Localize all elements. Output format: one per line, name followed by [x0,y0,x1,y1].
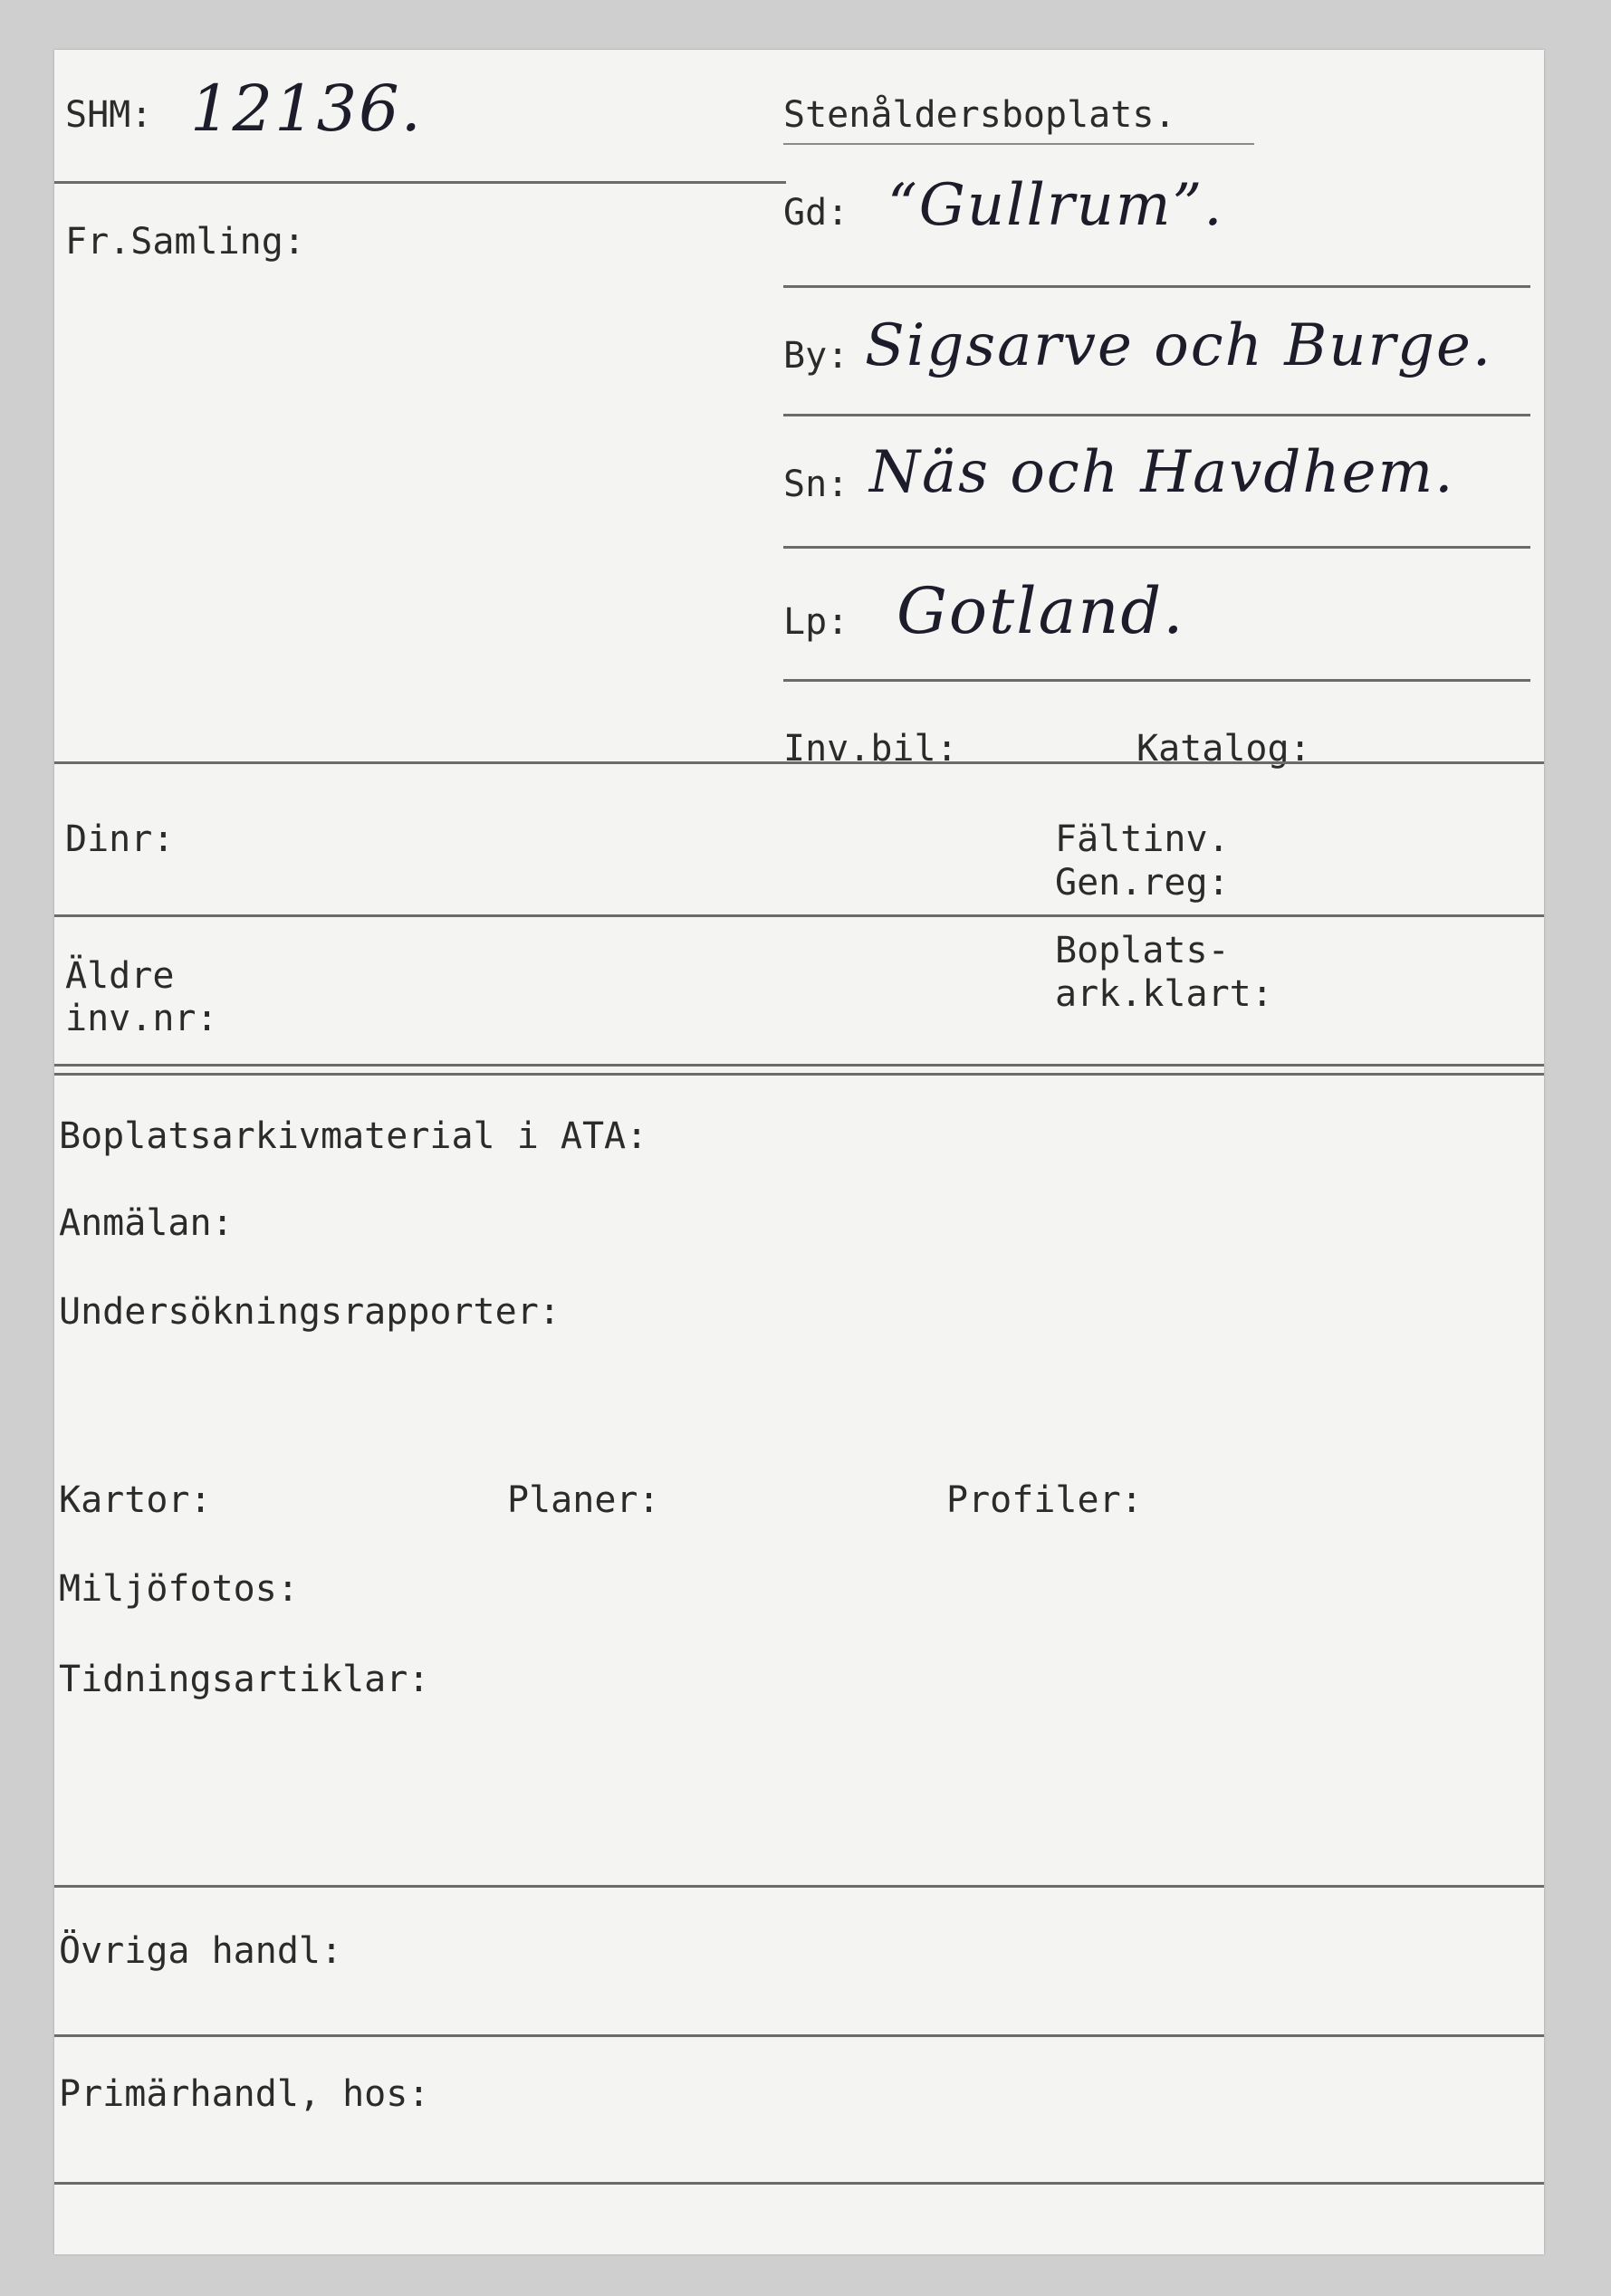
by-label: By: [783,335,849,377]
divider-primar [54,2182,1544,2185]
anmalan-label: Anmälan: [59,1202,234,1244]
tidning-label: Tidningsartiklar: [59,1659,430,1700]
divider-lp [783,679,1530,682]
aldre-label-1: Äldre [65,955,175,997]
sn-value: Näs och Havdhem. [869,439,1455,506]
divider-register-top [54,761,1544,764]
divider-sn [783,546,1530,549]
gd-label: Gd: [783,192,849,234]
divider-tidning [54,1885,1544,1888]
shm-number: 12136. [190,72,423,146]
profiler-label: Profiler: [946,1479,1143,1521]
divider-shm [54,181,786,184]
divider-double-2 [54,1073,1544,1076]
ovriga-label: Övriga handl: [59,1930,343,1972]
miljofotos-label: Miljöfotos: [59,1568,299,1610]
catalog-card [54,50,1544,2254]
gd-value: “Gullrum”. [887,172,1224,239]
divider-ovriga [54,2034,1544,2037]
sn-label: Sn: [783,464,849,505]
category-underline [783,143,1254,145]
genreg-label: Gen.reg: [1055,862,1230,904]
dinr-label: Dinr: [65,818,175,860]
inv-bil-label: Inv.bil: [783,728,958,770]
divider-by [783,414,1530,416]
kartor-label: Kartor: [59,1479,212,1521]
category-title: Stenåldersboplats. [783,94,1176,136]
shm-label: SHM: [65,94,153,136]
fr-samling-label: Fr.Samling: [65,221,305,263]
katalog-label: Katalog: [1136,728,1311,770]
lp-label: Lp: [783,601,849,643]
boplats-label-2: ark.klart: [1055,973,1273,1015]
undersokning-label: Undersökningsrapporter: [59,1291,561,1333]
by-value: Sigsarve och Burge. [865,312,1493,379]
lp-value: Gotland. [897,574,1185,648]
divider-gd [783,285,1530,288]
primar-label: Primärhandl, hos: [59,2073,430,2115]
planer-label: Planer: [507,1479,660,1521]
faltinv-label: Fältinv. [1055,818,1230,860]
divider-dinr [54,914,1544,917]
boplats-label-1: Boplats- [1055,930,1230,971]
divider-double-1 [54,1064,1544,1067]
aldre-label-2: inv.nr: [65,998,218,1039]
archive-title: Boplatsarkivmaterial i ATA: [59,1115,648,1157]
